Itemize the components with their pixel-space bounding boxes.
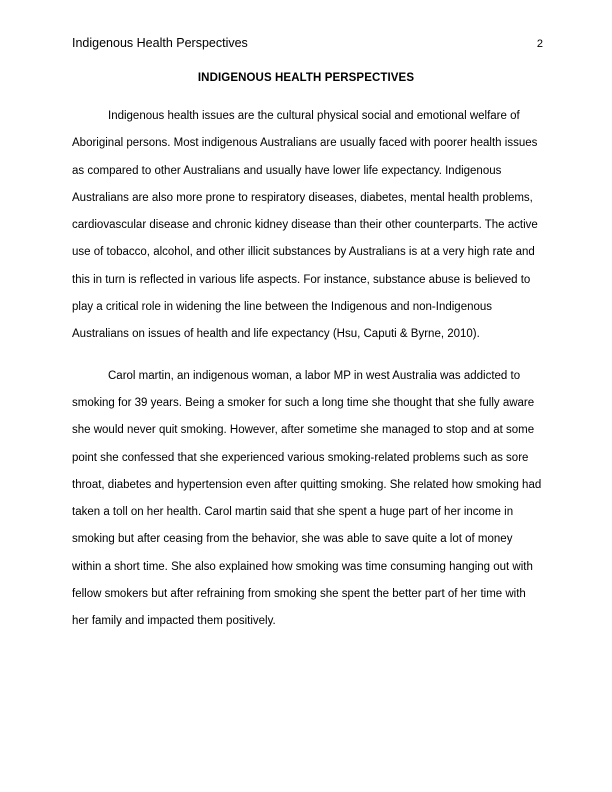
running-head: Indigenous Health Perspectives	[72, 36, 248, 50]
page-number: 2	[536, 38, 543, 50]
document-body	[72, 103, 542, 650]
document-title: INDIGENOUS HEALTH PERSPECTIVES	[197, 72, 415, 84]
paragraph-2: Carol martin, an indigenous woman, a labor MP in west Australia was addicted to smoking for 39 years. Being a smoker for such a long time she thought that she fully aware she would never quit smoking. However, after sometime she managed to stop and at some point she confessed that she experienced various smoking-related problems such as sore throat, diabetes and hypertension even after quitting smoking. She related how smoking had taken a toll on her health. Carol martin said that she spent a huge part of her income in smoking but after ceasing from the behavior, she was able to save quite a lot of money within a short time. She also explained how smoking was time consuming hanging out with fellow smokers but after refraining from smoking she spent the better part of her time with her family and impacted them positively.	[72, 369, 542, 628]
paragraph-1: Indigenous health issues are the cultural physical social and emotional welfare of Aboriginal persons. Most indigenous Australians are usually faced with poorer health issues as compared to other Australians and usually have lower life expectancy. Indigenous Australians are also more prone to respiratory diseases, diabetes, mental health problems, cardiovascular disease and chronic kidney disease than their other counterparts. The active use of tobacco, alcohol, and other illicit substances by Australians is at a very high rate and this in turn is reflected in various life aspects. For instance, substance abuse is believed to play a critical role in widening the line between the Indigenous and non-Indigenous Australians on issues of health and life expectancy (Hsu, Caputi & Byrne, 2010).	[72, 110, 538, 341]
